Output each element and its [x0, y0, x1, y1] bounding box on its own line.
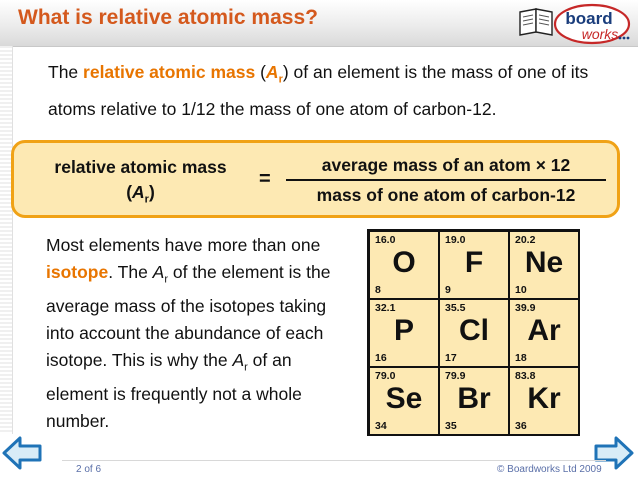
logo-word-board: board [565, 9, 613, 28]
isotope-paragraph [46, 232, 346, 435]
element-mass: 32.1 [375, 302, 396, 314]
intro-part-2: ( [255, 62, 266, 82]
element-mass: 35.5 [445, 302, 466, 314]
logo-word-works: works [581, 26, 619, 42]
element-cell-o [369, 231, 439, 299]
element-number: 36 [515, 420, 527, 432]
formula-box [11, 140, 620, 218]
element-number: 8 [375, 284, 381, 296]
element-cell-p [369, 299, 439, 367]
element-mass: 20.2 [515, 234, 536, 246]
para-ar-sub-2: r [244, 361, 248, 374]
element-number: 35 [445, 420, 457, 432]
element-number: 9 [445, 284, 451, 296]
intro-ar-subscript: r [278, 73, 283, 86]
formula-lhs-open: ( [126, 182, 133, 202]
para-part-1: Most elements have more than one [46, 235, 321, 255]
formula-lhs-label: relative atomic mass [54, 157, 227, 177]
element-cell-f [439, 231, 509, 299]
intro-part-1: The [48, 62, 84, 82]
intro-part-3: ) of an element is the mass of one of its atoms relative to 1/12 the mass of one atom of carbon-12. [48, 62, 589, 119]
fraction-bar [286, 179, 606, 181]
element-symbol: O [392, 246, 416, 279]
element-number: 16 [375, 352, 387, 364]
element-number: 34 [375, 420, 387, 432]
element-symbol: F [464, 246, 484, 279]
element-symbol: Ar [527, 314, 561, 347]
formula-lhs [28, 155, 253, 213]
intro-text [48, 58, 618, 124]
para-part-4: of an element is frequently not a whole number. [46, 349, 302, 431]
side-stripe [0, 46, 13, 434]
page-number: 2 of 6 [76, 464, 102, 475]
slide-title: What is relative atomic mass? [18, 6, 318, 29]
element-mass: 19.0 [445, 234, 466, 246]
footer-divider [62, 460, 606, 461]
formula-lhs-close: ) [148, 182, 155, 202]
element-symbol: Br [457, 382, 491, 415]
formula-numerator: average mass of an atom × 12 [321, 155, 571, 175]
element-cell-se [369, 367, 439, 435]
copyright-notice: © Boardworks Ltd 2009 [497, 464, 602, 475]
book-icon [520, 9, 552, 35]
para-ar-symbol-2: A [232, 349, 245, 370]
element-symbol: Ne [524, 246, 564, 279]
element-number: 18 [515, 352, 527, 364]
para-isotope-term: isotope [46, 261, 109, 282]
formula-fraction [286, 153, 606, 208]
para-ar-symbol-1: A [152, 261, 165, 282]
element-symbol: Se [385, 382, 423, 415]
boardworks-logo [514, 2, 634, 48]
element-symbol: P [393, 314, 414, 347]
element-mass: 79.0 [375, 370, 396, 382]
para-part-3: of the element is the average mass of the isotopes taking into account the abundance of each isotope. This is why the [46, 261, 331, 370]
element-symbol: Cl [459, 314, 489, 347]
element-mass: 39.9 [515, 302, 536, 314]
previous-slide-button[interactable] [0, 433, 44, 473]
element-number: 10 [515, 284, 527, 296]
element-mass: 79.9 [445, 370, 466, 382]
formula-denominator: mass of one atom of carbon-12 [316, 185, 576, 205]
formula-equals: = [259, 168, 271, 190]
element-mass: 16.0 [375, 234, 396, 246]
para-part-2: . The [108, 261, 153, 282]
periodic-table-excerpt [367, 229, 580, 436]
element-symbol: Kr [527, 382, 561, 415]
intro-ar-symbol: A [265, 62, 279, 82]
element-cell-br [439, 367, 509, 435]
para-ar-sub-1: r [164, 273, 169, 286]
intro-term: relative atomic mass [83, 62, 256, 82]
title-bar [0, 0, 638, 47]
arrow-left-icon [4, 438, 40, 468]
element-mass: 83.8 [515, 370, 536, 382]
element-cell-cl [439, 299, 509, 367]
formula-lhs-a: A [132, 182, 145, 202]
formula-lhs-sub: r [144, 193, 149, 206]
formula-lhs-symbol [28, 180, 253, 213]
element-cell-ne [509, 231, 579, 299]
element-cell-ar [509, 299, 579, 367]
element-number: 17 [445, 352, 457, 364]
element-cell-kr [509, 367, 579, 435]
